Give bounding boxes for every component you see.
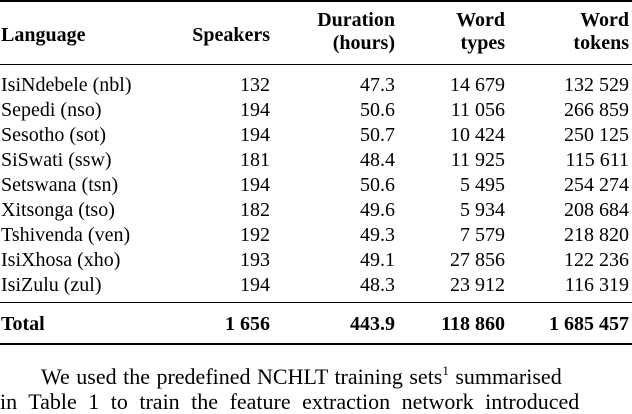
cell-language: Xitsonga (tso)	[1, 199, 115, 221]
header-word-types-line2: types	[460, 32, 505, 54]
cell-language: SiSwati (ssw)	[1, 149, 112, 171]
cell-word-types: 14 679	[450, 74, 505, 96]
paragraph-line-1-tail: summarised	[448, 364, 562, 389]
cell-word-tokens: 208 684	[564, 199, 629, 221]
table-row	[0, 148, 632, 173]
cell-speakers: 194	[240, 99, 270, 121]
cell-speakers: 181	[240, 149, 270, 171]
cell-word-tokens: 132 529	[564, 74, 629, 96]
table-bottom-rule	[0, 343, 632, 345]
total-duration: 443.9	[350, 313, 395, 335]
header-speakers: Speakers	[192, 24, 270, 46]
header-word-tokens	[573, 9, 629, 55]
table-row	[0, 73, 632, 98]
header-duration	[317, 9, 395, 55]
cell-word-types: 11 056	[450, 99, 505, 121]
total-label: Total	[1, 313, 45, 335]
cell-word-tokens: 122 236	[564, 249, 629, 271]
header-word-types	[456, 9, 505, 55]
cell-language: Tshivenda (ven)	[1, 224, 131, 246]
header-duration-line2: (hours)	[332, 32, 395, 54]
cell-speakers: 194	[240, 124, 270, 146]
cell-language: Setswana (tsn)	[1, 174, 119, 196]
cell-duration: 49.6	[360, 199, 395, 221]
table-row	[0, 223, 632, 248]
cell-duration: 48.3	[360, 274, 395, 296]
cell-word-types: 11 925	[450, 149, 505, 171]
cell-word-tokens: 254 274	[564, 174, 629, 196]
cell-duration: 48.4	[360, 149, 395, 171]
table-row	[0, 173, 632, 198]
cell-word-tokens: 116 319	[564, 274, 629, 296]
cell-language: IsiXhosa (xho)	[1, 249, 121, 271]
cell-duration: 49.3	[360, 224, 395, 246]
header-word-types-line1: Word	[456, 9, 505, 31]
table-row	[0, 248, 632, 273]
total-word-types: 118 860	[441, 313, 505, 335]
cell-language: Sepedi (nso)	[1, 99, 102, 121]
header-language: Language	[1, 24, 86, 46]
cell-word-tokens: 250 125	[564, 124, 629, 146]
total-word-tokens: 1 685 457	[549, 313, 629, 335]
cell-language: IsiZulu (zul)	[1, 274, 102, 296]
total-speakers: 1 656	[225, 313, 270, 335]
table-row	[0, 98, 632, 123]
cell-speakers: 194	[240, 274, 270, 296]
cell-speakers: 193	[240, 249, 270, 271]
cell-word-types: 5 495	[460, 174, 505, 196]
table-header-rule	[0, 64, 632, 65]
cell-word-types: 5 934	[460, 199, 505, 221]
cell-duration: 50.6	[360, 174, 395, 196]
header-word-tokens-line2: tokens	[573, 32, 629, 54]
cell-word-tokens: 218 820	[564, 224, 629, 246]
table-row	[0, 273, 632, 298]
table-total-rule	[0, 302, 632, 303]
cell-speakers: 182	[240, 199, 270, 221]
cell-word-tokens: 115 611	[565, 149, 629, 171]
cell-word-types: 27 856	[450, 249, 505, 271]
cell-duration: 50.6	[360, 99, 395, 121]
footnote-marker[interactable]: 1	[442, 363, 449, 378]
cell-duration: 50.7	[360, 124, 395, 146]
paragraph-line-1	[0, 364, 632, 389]
cell-word-types: 7 579	[460, 224, 505, 246]
cell-duration: 49.1	[360, 249, 395, 271]
cell-duration: 47.3	[360, 74, 395, 96]
header-duration-line1: Duration	[317, 9, 395, 31]
table-row	[0, 123, 632, 148]
paragraph-line-2: in Table 1 to train the feature extraction network introduced	[0, 389, 580, 414]
cell-speakers: 194	[240, 174, 270, 196]
cell-word-tokens: 266 859	[564, 99, 629, 121]
body-paragraph	[0, 364, 632, 414]
cell-language: IsiNdebele (nbl)	[1, 74, 132, 96]
paragraph-line-1-text: We used the predefined NCHLT training sets	[41, 364, 443, 389]
table-row	[0, 198, 632, 223]
cell-word-types: 23 912	[450, 274, 505, 296]
cell-speakers: 192	[240, 224, 270, 246]
table-total-row	[0, 312, 632, 337]
table-top-rule	[0, 0, 632, 2]
cell-speakers: 132	[240, 74, 270, 96]
cell-language: Sesotho (sot)	[1, 124, 106, 146]
header-word-tokens-line1: Word	[580, 9, 629, 31]
cell-word-types: 10 424	[450, 124, 505, 146]
